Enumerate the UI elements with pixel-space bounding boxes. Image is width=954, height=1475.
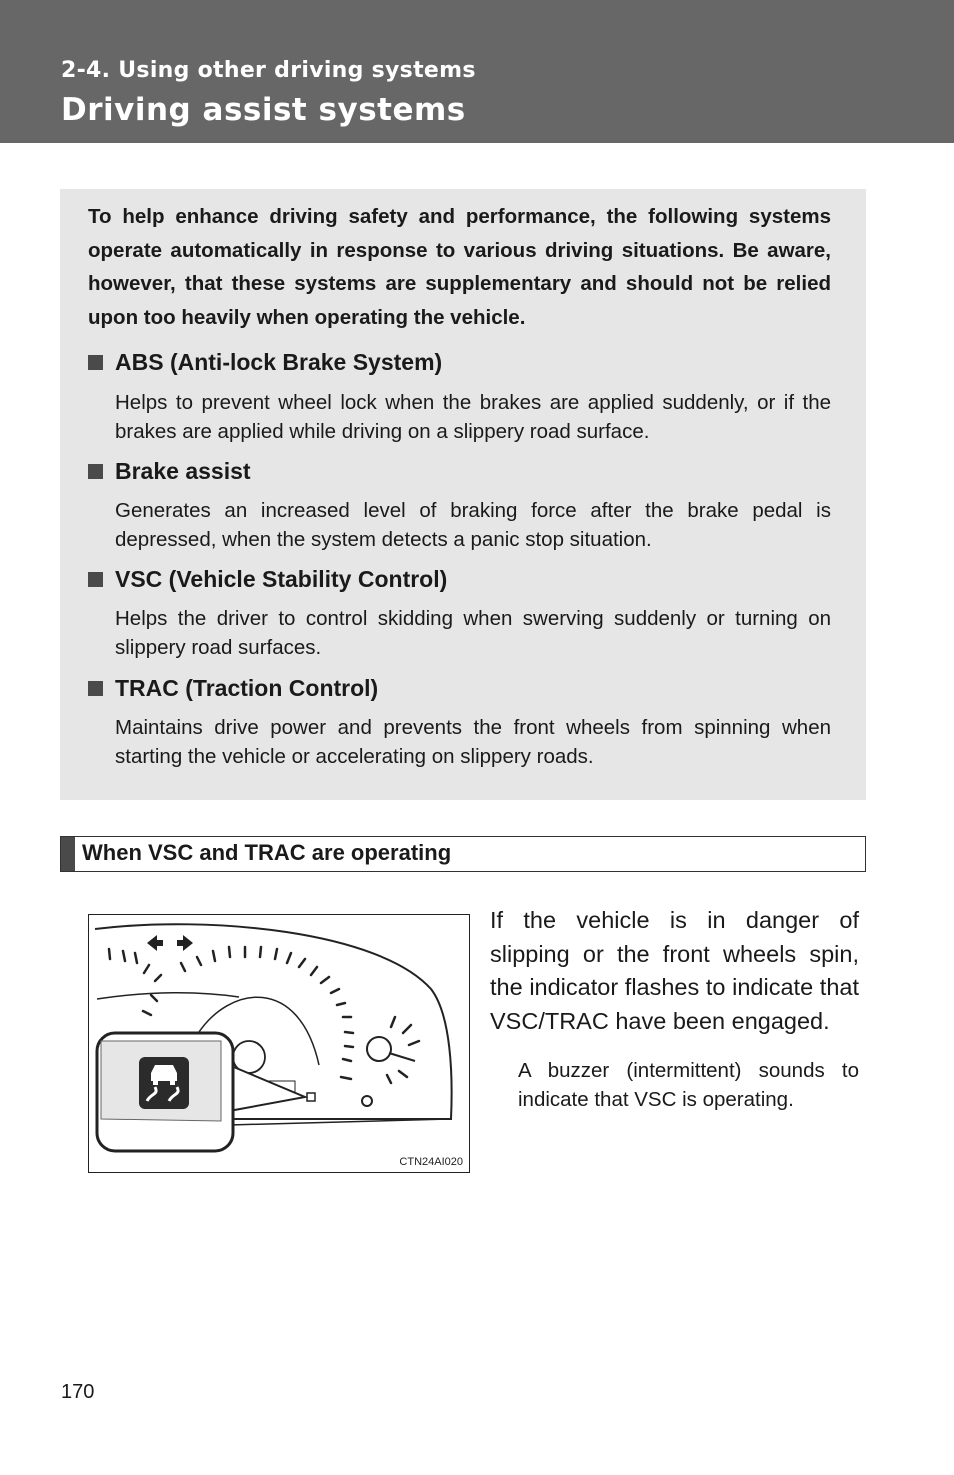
- system-heading-trac: [88, 675, 378, 702]
- system-description: Helps the driver to control skidding when swerving suddenly or turning on slippery road surfaces.: [115, 607, 831, 659]
- subsection-heading: [60, 836, 866, 872]
- square-bullet-icon: [88, 464, 103, 479]
- system-title: Brake assist: [115, 458, 251, 484]
- system-title: TRAC (Traction Control): [115, 675, 379, 701]
- system-description: Maintains drive power and prevents the front wheels from spinning when starting the vehicle or accelerating on slippery roads.: [115, 716, 831, 768]
- instrument-cluster-illustration: [89, 915, 469, 1172]
- heading-bar: [61, 837, 75, 871]
- system-heading-abs: [88, 349, 442, 376]
- intro-paragraph: To help enhance driving safety and performance, the following systems operate automatically in response to various driving situations. Be aware, however, that these systems are supplementary and should not be relied upon too heavily when operating the vehicle.: [88, 205, 831, 330]
- vsc-slip-indicator-icon: [139, 1057, 189, 1109]
- system-description: Generates an increased level of braking force after the brake pedal is depressed, when the system detects a panic stop situation.: [115, 499, 831, 551]
- system-title: VSC (Vehicle Stability Control): [115, 566, 448, 592]
- square-bullet-icon: [88, 355, 103, 370]
- page-number: 170: [61, 1381, 95, 1403]
- figure-code: CTN24AI020: [399, 1156, 463, 1168]
- indicator-paragraph: If the vehicle is in danger of slipping or the front wheels spin, the indicator flashes to indicate that VSC/TRAC have been engaged.: [490, 907, 859, 1034]
- info-box: [60, 189, 866, 800]
- system-heading-vsc: [88, 566, 447, 593]
- chapter-header: [0, 0, 954, 143]
- system-description: Helps to prevent wheel lock when the brakes are applied suddenly, or if the brakes are applied while driving on a slippery road surface.: [115, 391, 831, 443]
- buzzer-note: A buzzer (intermittent) sounds to indicate that VSC is operating.: [518, 1059, 859, 1111]
- square-bullet-icon: [88, 681, 103, 696]
- page-title: Driving assist systems: [61, 92, 466, 128]
- system-heading-brake-assist: [88, 458, 251, 485]
- instrument-cluster-figure: [88, 914, 470, 1173]
- square-bullet-icon: [88, 572, 103, 587]
- turn-signal-icon: [147, 935, 193, 951]
- system-title: ABS (Anti-lock Brake System): [115, 349, 443, 375]
- subsection-title: When VSC and TRAC are operating: [82, 840, 452, 865]
- section-label: 2-4. Using other driving systems: [61, 58, 476, 83]
